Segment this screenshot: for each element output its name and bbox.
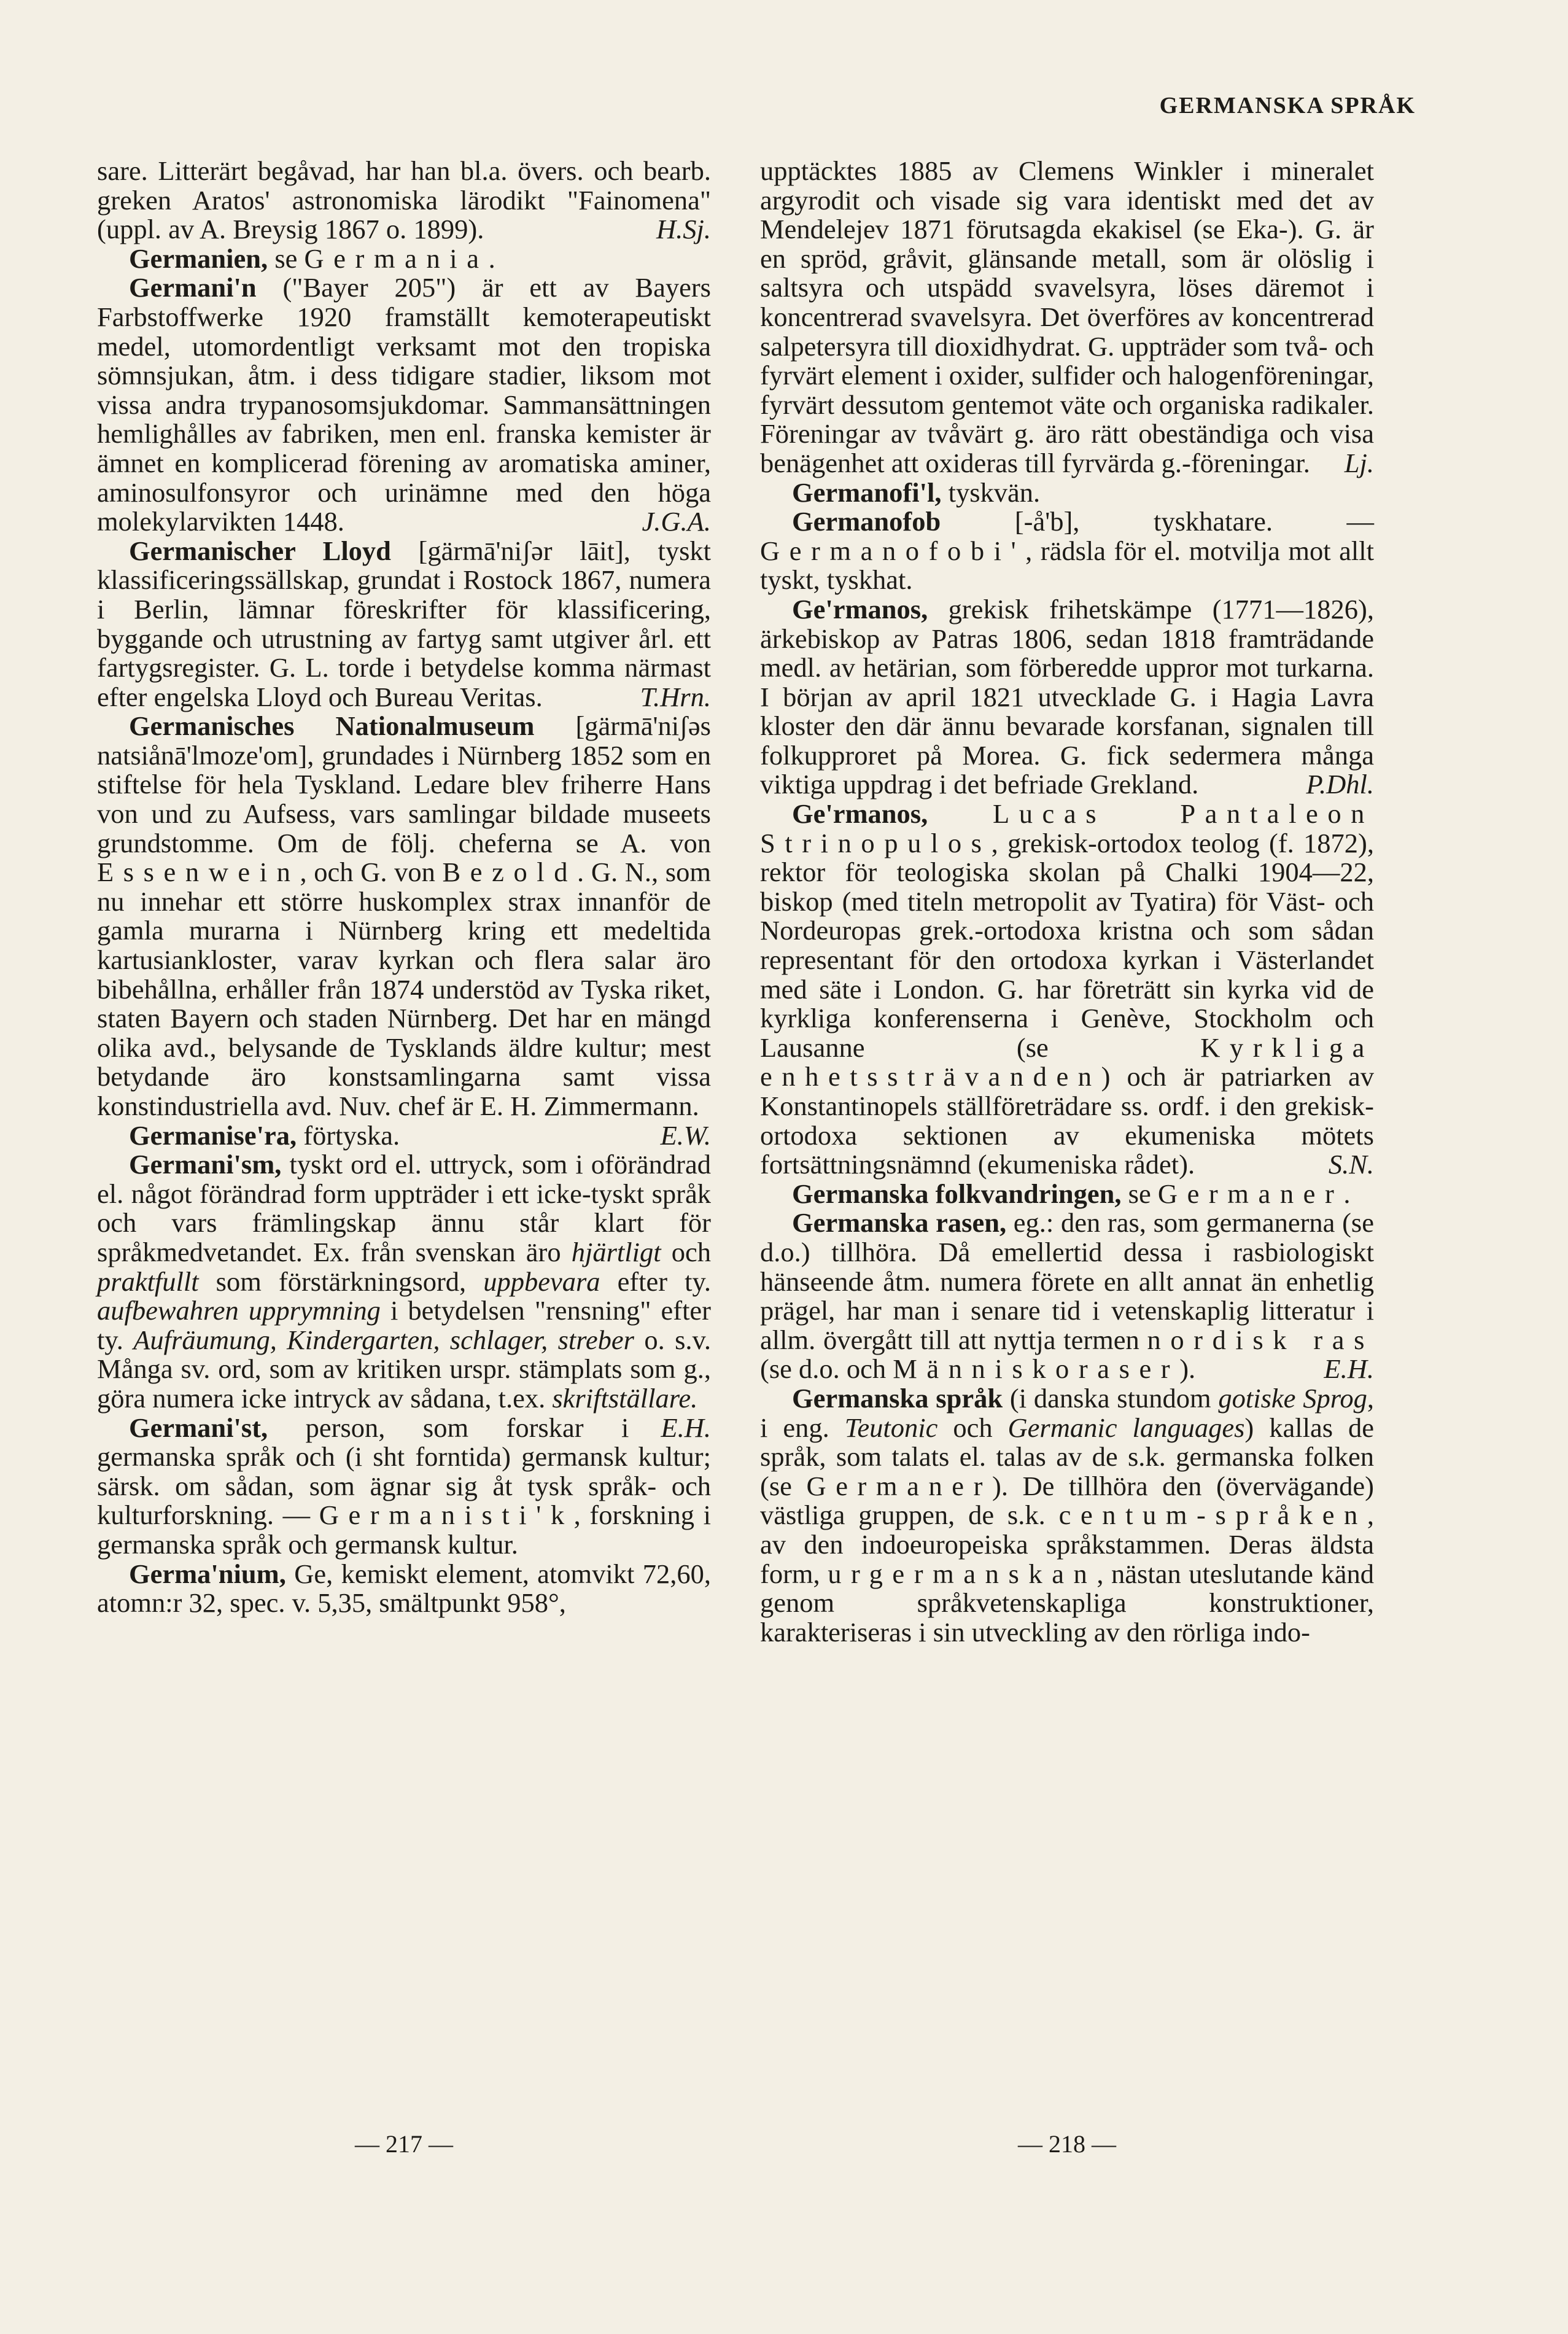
headword: Germanska rasen,: [792, 1207, 1007, 1239]
cross-reference: Germaner: [806, 1470, 992, 1501]
author-signature: H.Sj.: [656, 214, 711, 245]
author-signature: S.N.: [1328, 1149, 1374, 1180]
headword: Ge'rmanos,: [792, 798, 928, 830]
entry-germanofil: Germanofi'l, tyskvän.: [792, 477, 1041, 508]
headword: Germanien,: [129, 243, 268, 274]
headword: Germani'n: [129, 272, 257, 303]
cross-reference: centum-språken: [1058, 1500, 1367, 1531]
entry-germanien: Germanien, se Germania.: [129, 243, 495, 274]
author-signature: E.H.: [661, 1412, 711, 1443]
entry-germanin: Germani'n ("Bayer 205") är ett av Bayers Farbstoffwerke 1920 framställt kemoterapeutiskt medel, utomordentligt verksamt mot den tropiska sömnsjukan, åtm. i dess tidigare stadier, liksom mot vissa andra trypanosomsjukdomar. Sammansättningen hemlighålles av fabriken, men enl. franska kemister är ämnet en komplicerad förening av aromatiska aminer, aminosulfonsyror och urinämne med den höga molekylarvikten 1448. J.G.A.: [97, 272, 711, 537]
running-head: GERMANSKA SPRÅK: [1159, 93, 1416, 119]
right-column: [760, 157, 1374, 1647]
entry-germanska-folkvandringen: Germanska folkvandringen, se Germaner.: [792, 1178, 1351, 1209]
headword: Germani'st,: [129, 1412, 268, 1443]
entry-germanos-2: Ge'rmanos, Lucas Pantaleon Strinopulos, grekisk-ortodox teolog (f. 1872), rektor för teologiska skolan på Chalki 1904—22, biskop (med titeln metropolit av Tyatira) för Väst- och Nordeuropas grek.-ortodoxa kristna och som sådan representant för den ortodoxa kyrkan i Västerlandet med säte i London. G. har företrätt sin kyrka vid de kyrkliga konferenserna i Genève, Stockholm och Lausanne (se Kyrkliga enhetssträvanden) och är patriarken av Konstantinopels ställföreträdare ss. ordf. i den grekisk-ortodoxa sektionen av ekumeniska mötets fortsättningsnämnd (ekumeniska rådet). S.N.: [760, 798, 1375, 1180]
cross-reference: Germanofobi': [760, 535, 1026, 566]
headword: Germa'nium,: [129, 1558, 286, 1589]
author-signature: E.H.: [1324, 1353, 1374, 1385]
headword: Germanska språk: [792, 1382, 1003, 1414]
entry-germanska-rasen: Germanska rasen, eg.: den ras, som germanerna (se d.o.) tillhöra. Då emellertid dessa i rasbiologiskt hänseende åtm. numera förete en allt annat än enhetlig prägel, har man i senare tid i vetenskaplig litteratur i allm. övergått till att nyttja termen nordisk ras (se d.o. och Människoraser). E.H.: [760, 1207, 1374, 1385]
entry-germanisches-nationalmuseum: Germanisches Nationalmuseum [gärmā'niʃəs natsiånā'lmoze'om], grundades i Nürnberg 1852 som en stiftelse för hela Tyskland. Ledare blev friherre Hans von und zu Aufsess, vars samlingar bildade museets grundstomme. Om de följ. cheferna se A. von Essenwein, och G. von Bezold. G. N., som nu innehar ett större huskomplex strax innanför de gamla murarna i Nürnberg kring ett medeltida kartusiankloster, varav kyrkan och flera salar äro bibehållna, erhåller från 1874 understöd av Tyska riket, staten Bayern och staden Nürnberg. Det har en mängd olika avd., belysande de Tysklands äldre kultur; mest betydande äro konstsamlingarna samt vissa konstindustriella avd. Nuv. chef är E. H. Zimmermann. E.W.: [97, 710, 711, 1151]
author-signature: T.Hrn.: [640, 681, 711, 712]
entry-germanischer-lloyd: Germanischer Lloyd [gärmā'niʃər lāit], tyskt klassificeringssällskap, grundat i Rostock 1867, numera i Berlin, lämnar föreskrifter för klassificering, byggande och utrustning av fartyg samt utgiver årl. ett fartygsregister. G. L. torde i betydelse komma närmast efter engelska Lloyd och Bureau Veritas. T.Hrn.: [97, 535, 712, 712]
entry-germanist: Germani'st, person, som forskar i germanska språk och (i sht forntida) germansk kultur; särsk. om sådan, som ägnar sig åt tysk språk- och kulturforskning. — Germanisti'k, forskning i germanska språk och germansk kultur.: [97, 1412, 711, 1560]
entry-paragraph: sare. Litterärt begåvad, har han bl.a. övers. och bearb. greken Aratos' astronomiska lärodikt "Fainomena" (uppl. av A. Breysig 1867 o. 1899). H.Sj.: [97, 155, 711, 245]
entry-germanofob: Germanofob [-å'b], tyskhatare. — Germanofobi', rädsla för el. motvilja mot allt tyskt, tyskhat.: [760, 506, 1374, 596]
headword: Germanischer Lloyd: [129, 535, 391, 566]
headword: Germani'sm,: [129, 1149, 282, 1180]
cross-reference: Bezold: [442, 857, 578, 888]
entry-germanos-1: Ge'rmanos, grekisk frihetskämpe (1771—1826), ärkebiskop av Patras 1806, sedan 1818 framträdande medl. av hetärian, som förberedde uppror mot turkarna. I början av april 1821 utvecklade G. i Hagia Lavra kloster den där ännu bevarade korsfanan, signalen till folkupproret på Morea. G. fick sedermera många viktiga uppdrag i det befriade Grekland. P.Dhl.: [760, 593, 1374, 800]
headword: Germanisches Nationalmuseum: [129, 710, 535, 742]
entry-paragraph: upptäcktes 1885 av Clemens Winkler i mineralet argyrodit och visade sig vara identiskt med det av Mendelejev 1871 förutsagda ekakisel (se Eka-). G. är en spröd, gråvit, glänsande metall, som är olöslig i saltsyra och utspädd svavelsyra, löses däremot i koncentrerad svavelsyra. Det överföres av koncentrerad salpetersyra till dioxidhydrat. G. uppträder som två- och fyrvärt element i oxider, sulfider och halogenföreningar, fyrvärt dessutom gentemot väte och organiska radikaler. Föreningar av tvåvärt g. äro rätt obeständiga och visa benägenhet att oxideras till fyrvärda g.-föreningar. Lj.: [760, 155, 1374, 478]
headword: Germanofi'l,: [792, 477, 942, 508]
headword: Germanise'ra,: [129, 1119, 297, 1151]
entry-germanisera: Germanise'ra, förtyska.: [129, 1119, 400, 1151]
entry-germanium: Germa'nium, Ge, kemiskt element, atomvikt 72,60, atomn:r 32, spec. v. 5,35, smältpunkt 958°,: [97, 1558, 711, 1619]
cross-reference: Människoraser: [893, 1353, 1180, 1385]
cross-reference: urgermanskan: [828, 1558, 1097, 1589]
cross-reference: Kyrkliga enhetssträvanden: [760, 1032, 1374, 1092]
page-number-left: — 217 —: [355, 2130, 453, 2158]
author-signature: P.Dhl.: [1306, 769, 1374, 800]
cross-reference: nordisk ras: [1147, 1324, 1374, 1355]
author-signature: Lj.: [1344, 447, 1374, 478]
cross-reference: Essenwein: [97, 857, 300, 888]
left-column: [97, 157, 711, 1618]
person-name: Lucas Pantaleon Strinopulos: [760, 798, 1375, 858]
cross-reference: Germania: [304, 243, 489, 274]
page-number-right: — 218 —: [1018, 2130, 1116, 2158]
author-signature: E.W.: [660, 1119, 711, 1151]
entry-germanism: Germani'sm, tyskt ord el. uttryck, som i oförändrad el. något förändrad form uppträder i ett icke-tyskt språk och vars främlingskap ännu står klart för språkmedvetandet. Ex. från svenskan äro hjärtligt och praktfullt som förstärkningsord, uppbevara efter ty. aufbewahren upprymning i betydelsen "rensning" efter ty. Aufräumung, Kindergarten, schlager, streber o. s.v. Många sv. ord, som av kritiken urspr. stämplats som g., göra numera icke intryck av sådana, t.ex. skriftställare. E.H.: [97, 1149, 711, 1443]
author-signature: J.G.A.: [642, 506, 711, 537]
headword: Germanofob: [792, 506, 941, 537]
entry-germanska-sprak: Germanska språk (i danska stundom gotiske Sprog, i eng. Teutonic och Germanic languages) kallas de språk, som talats el. talas av de s.k. germanska folken (se Germaner). De tillhöra den (övervägande) västliga gruppen, de s.k. centum-språken, av den indoeuropeiska språkstammen. Deras äldsta form, urgermanskan, nästan uteslutande känd genom språkvetenskapliga konstruktioner, karakteriseras i sin utveckling av den rörliga indo-: [760, 1382, 1374, 1647]
headword: Germanska folkvandringen,: [792, 1178, 1122, 1209]
cross-reference: Germanisti'k: [319, 1500, 574, 1531]
cross-reference: Germaner: [1157, 1178, 1344, 1209]
headword: Ge'rmanos,: [792, 593, 928, 624]
